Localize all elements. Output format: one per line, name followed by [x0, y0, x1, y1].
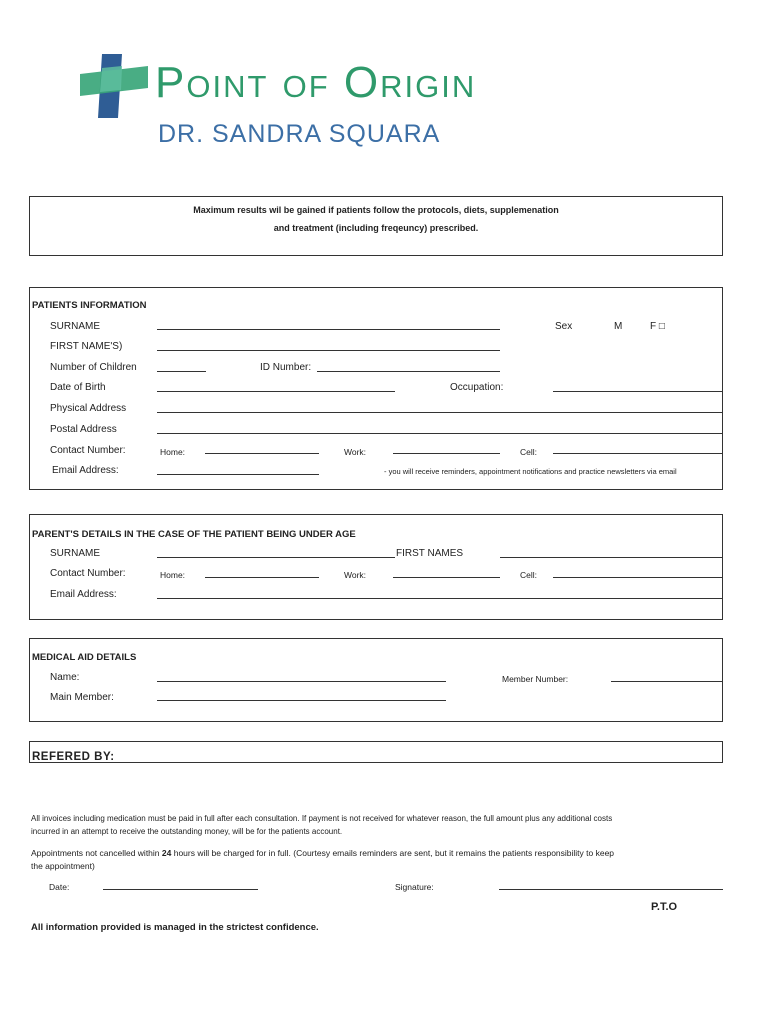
parent-contact-label: Contact Number: [50, 568, 126, 579]
sex-m-option[interactable]: M [614, 321, 623, 332]
physical-address-field[interactable] [157, 412, 722, 413]
date-field[interactable] [103, 889, 258, 890]
email-field[interactable] [157, 474, 319, 475]
signature-field[interactable] [499, 889, 723, 890]
doctor-name: DR. SANDRA SQUARA [158, 120, 441, 148]
work-label: Work: [344, 447, 367, 457]
parent-email-field[interactable] [157, 598, 722, 599]
sex-f-option[interactable]: F □ [650, 321, 665, 332]
parent-home-label: Home: [160, 570, 186, 580]
parent-cell-label: Cell: [520, 570, 538, 580]
occupation-label: Occupation: [450, 382, 504, 393]
cell-label: Cell: [520, 447, 538, 457]
home-phone-field[interactable] [205, 453, 319, 454]
referred-by-box[interactable] [29, 741, 723, 763]
work-phone-field[interactable] [393, 453, 500, 454]
parent-surname-label: SURNAME [50, 548, 101, 559]
logo-title: Point of Origin [155, 58, 477, 107]
main-member-field[interactable] [157, 700, 446, 701]
parent-email-label: Email Address: [50, 589, 117, 600]
medical-name-field[interactable] [157, 681, 446, 682]
parent-first-names-field[interactable] [500, 557, 722, 558]
email-note: - you will receive reminders, appointment notifications and practice newsletters via email [384, 467, 677, 476]
invoice-terms-line-2: incurred in an attempt to receive the outstanding money, will be for the patients account. [31, 827, 343, 836]
id-number-field[interactable] [317, 371, 500, 372]
physical-address-label: Physical Address [50, 403, 127, 414]
email-label: Email Address: [52, 465, 119, 476]
parent-home-field[interactable] [205, 577, 319, 578]
parent-work-field[interactable] [393, 577, 500, 578]
appointment-terms-post: hours will be charged for in full. (Courtesy emails reminders are sent, but it remains the patients responsibility to keep [171, 848, 615, 858]
notice-line-2: and treatment (including freqeuncy) prescribed. [273, 223, 479, 233]
postal-address-label: Postal Address [50, 424, 117, 435]
cell-phone-field[interactable] [553, 453, 722, 454]
date-label: Date: [49, 882, 70, 892]
main-member-label: Main Member: [50, 692, 114, 703]
invoice-terms-line-1: All invoices including medication must be paid in full after each consultation. If payment is not received for whatever reason, the full amount plus any additional costs [31, 814, 613, 823]
referred-by-label: REFERED BY: [32, 751, 115, 763]
first-names-field[interactable] [157, 350, 500, 351]
surname-field[interactable] [157, 329, 500, 330]
notice-box [29, 196, 723, 256]
dob-label: Date of Birth [50, 382, 106, 393]
member-number-label: Member Number: [502, 674, 569, 684]
appointment-terms-line-1 [31, 848, 614, 858]
parent-work-label: Work: [344, 570, 367, 580]
surname-label: SURNAME [50, 321, 101, 332]
medical-aid-section [29, 638, 723, 722]
logo-mark-icon [78, 52, 150, 120]
appointment-terms-pre: Appointments not cancelled within [31, 848, 162, 858]
parent-first-names-label: FIRST NAMES [396, 548, 464, 559]
appointment-terms-line-2: the appointment) [31, 861, 95, 871]
notice-line-1: Maximum results wil be gained if patients follow the protocols, diets, supplemenation [193, 205, 559, 215]
parent-details-heading: PARENT'S DETAILS IN THE CASE OF THE PATIENT BEING UNDER AGE [32, 529, 356, 540]
id-number-label: ID Number: [260, 362, 312, 373]
parent-details-section [29, 514, 723, 620]
contact-number-label: Contact Number: [50, 445, 126, 456]
pto-label: P.T.O [651, 901, 678, 913]
appointment-hours: 24 [161, 848, 172, 858]
num-children-label: Number of Children [50, 362, 137, 373]
occupation-field[interactable] [553, 391, 722, 392]
medical-aid-heading: MEDICAL AID DETAILS [32, 652, 137, 663]
postal-address-field[interactable] [157, 433, 722, 434]
confidentiality-statement: All information provided is managed in the strictest confidence. [31, 922, 319, 933]
medical-name-label: Name: [50, 672, 80, 683]
signature-label: Signature: [395, 882, 434, 892]
patient-info-section [29, 287, 723, 490]
home-label: Home: [160, 447, 186, 457]
parent-surname-field[interactable] [157, 557, 395, 558]
member-number-field[interactable] [611, 681, 722, 682]
num-children-field[interactable] [157, 371, 206, 372]
first-names-label: FIRST NAME'S) [50, 341, 123, 352]
dob-field[interactable] [157, 391, 395, 392]
parent-cell-field[interactable] [553, 577, 722, 578]
sex-label: Sex [555, 321, 573, 332]
patient-info-heading: PATIENTS INFORMATION [32, 300, 147, 311]
